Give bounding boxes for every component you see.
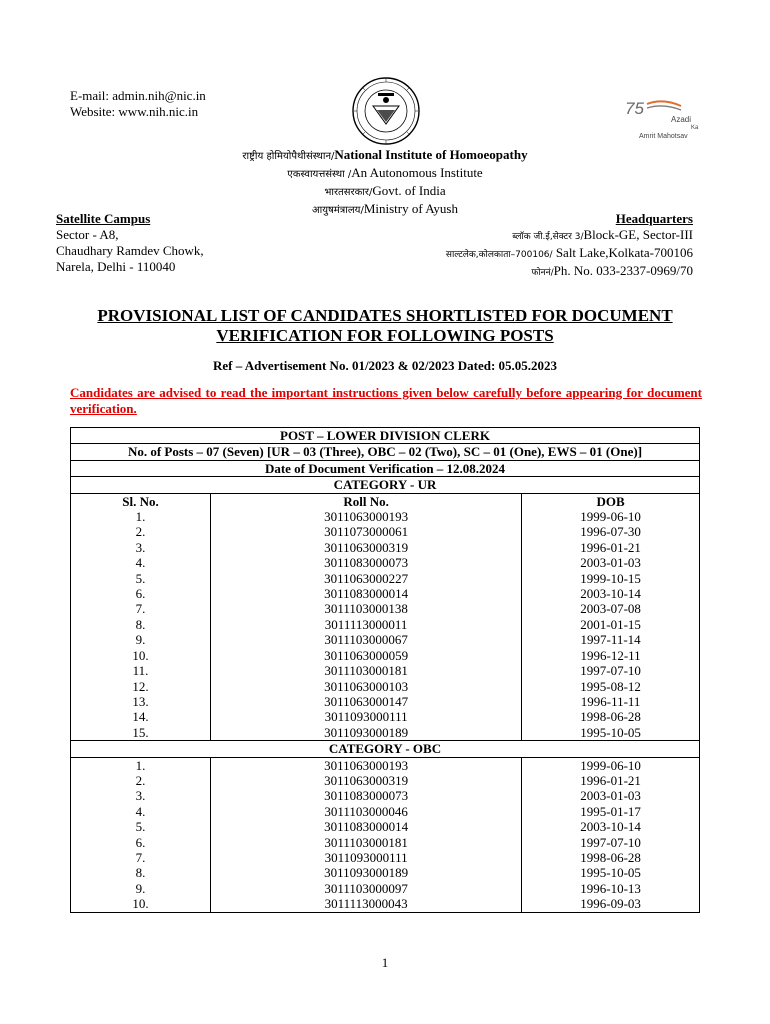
sl-no-cell: 4. xyxy=(71,804,211,819)
organization-header xyxy=(0,147,770,219)
table-row xyxy=(71,663,700,678)
sl-no-cell: 15. xyxy=(71,725,211,741)
category-heading: CATEGORY - OBC xyxy=(71,741,700,757)
org-status-line xyxy=(0,165,770,183)
table-row xyxy=(71,804,700,819)
table-row xyxy=(71,524,700,539)
headquarters-address xyxy=(446,211,693,281)
dob-cell: 1999-06-10 xyxy=(522,757,700,773)
dob-cell: 2003-10-14 xyxy=(522,586,700,601)
hq-line-2-english: Salt Lake,Kolkata-700106 xyxy=(552,245,693,260)
sl-no-cell: 6. xyxy=(71,586,211,601)
org-status-hindi: एकस्वायत्तसंस्था / xyxy=(287,169,352,180)
dob-cell: 1995-10-05 xyxy=(522,725,700,741)
hq-line-1-hindi: ब्लॉक जी.ई,सेक्टर 3/ xyxy=(512,232,584,242)
azadi-number: 75 xyxy=(625,99,644,118)
dob-cell: 2003-10-14 xyxy=(522,819,700,834)
table-row xyxy=(71,835,700,850)
dob-cell: 1998-06-28 xyxy=(522,850,700,865)
dob-cell: 1996-01-21 xyxy=(522,773,700,788)
dob-cell: 1999-06-10 xyxy=(522,509,700,524)
roll-no-cell: 3011093000111 xyxy=(211,850,522,865)
instructions-warning: Candidates are advised to read the important instructions given below carefully before appearing for document verification. xyxy=(70,385,702,416)
dob-cell: 1998-06-28 xyxy=(522,709,700,724)
roll-no-cell: 3011103000181 xyxy=(211,663,522,678)
sl-no-cell: 9. xyxy=(71,632,211,647)
hq-line-3-english: Ph. No. 033-2337-0969/70 xyxy=(553,263,693,278)
roll-no-cell: 3011063000147 xyxy=(211,694,522,709)
dob-cell: 1996-11-11 xyxy=(522,694,700,709)
email-text: E-mail: admin.nih@nic.in xyxy=(70,88,206,103)
org-govt-line xyxy=(0,183,770,201)
table-row xyxy=(71,850,700,865)
roll-no-header: Roll No. xyxy=(211,493,522,509)
dob-cell: 1995-01-17 xyxy=(522,804,700,819)
roll-no-cell: 3011083000014 xyxy=(211,819,522,834)
sl-no-cell: 8. xyxy=(71,865,211,880)
hq-line-3-hindi: फोननं/ xyxy=(531,268,554,278)
table-row xyxy=(71,788,700,803)
roll-no-cell: 3011063000193 xyxy=(211,757,522,773)
roll-no-cell: 3011063000103 xyxy=(211,679,522,694)
hq-line-3 xyxy=(446,263,693,281)
dob-cell: 1996-07-30 xyxy=(522,524,700,539)
roll-no-cell: 3011103000181 xyxy=(211,835,522,850)
table-row xyxy=(71,725,700,741)
azadi-ka-amrit-mahotsav-logo xyxy=(619,96,705,142)
org-ministry-hindi: आयुषमंत्रालय/ xyxy=(312,205,364,216)
dob-cell: 2003-07-08 xyxy=(522,601,700,616)
dob-cell: 2001-01-15 xyxy=(522,617,700,632)
dob-cell: 1996-12-11 xyxy=(522,648,700,663)
sl-no-cell: 10. xyxy=(71,896,211,912)
dob-cell: 2003-01-03 xyxy=(522,788,700,803)
hq-line-2-hindi: साल्टलेक,कोलकाता–700106/ xyxy=(445,250,553,260)
sl-no-cell: 8. xyxy=(71,617,211,632)
roll-no-cell: 3011103000046 xyxy=(211,804,522,819)
table-row xyxy=(71,694,700,709)
table-row xyxy=(71,601,700,616)
roll-no-cell: 3011113000043 xyxy=(211,896,522,912)
ka-text: Ka xyxy=(691,125,699,131)
table-row xyxy=(71,617,700,632)
sl-no-cell: 9. xyxy=(71,881,211,896)
roll-no-cell: 3011083000073 xyxy=(211,788,522,803)
roll-no-cell: 3011093000189 xyxy=(211,725,522,741)
sl-no-cell: 6. xyxy=(71,835,211,850)
org-name-line xyxy=(0,147,770,165)
document-title: PROVISIONAL LIST OF CANDIDATES SHORTLISTED FOR DOCUMENT VERIFICATION FOR FOLLOWING POSTS xyxy=(97,306,673,345)
table-row xyxy=(71,648,700,663)
table-row xyxy=(71,555,700,570)
posts-count: No. of Posts – 07 (Seven) [UR – 03 (Three), OBC – 02 (Two), SC – 01 (One), EWS – 01 (One)] xyxy=(71,444,700,460)
sl-no-cell: 5. xyxy=(71,819,211,834)
roll-no-cell: 3011083000014 xyxy=(211,586,522,601)
dob-cell: 1996-01-21 xyxy=(522,540,700,555)
satellite-campus-address xyxy=(56,211,204,275)
hq-line-1-english: Block-GE, Sector-III xyxy=(583,227,693,242)
candidates-table xyxy=(70,427,700,913)
dob-cell: 1997-07-10 xyxy=(522,835,700,850)
sl-no-cell: 1. xyxy=(71,509,211,524)
roll-no-cell: 3011063000319 xyxy=(211,773,522,788)
table-row xyxy=(71,757,700,773)
verification-date: Date of Document Verification – 12.08.2024 xyxy=(71,460,700,476)
table-row xyxy=(71,819,700,834)
amrit-mahotsav-text: Amrit Mahotsav xyxy=(639,133,688,140)
roll-no-cell: 3011063000227 xyxy=(211,571,522,586)
sl-no-cell: 7. xyxy=(71,601,211,616)
satellite-heading: Satellite Campus xyxy=(56,211,151,226)
roll-no-cell: 3011103000138 xyxy=(211,601,522,616)
sl-no-cell: 14. xyxy=(71,709,211,724)
dob-cell: 1995-08-12 xyxy=(522,679,700,694)
category-row xyxy=(71,477,700,493)
table-row xyxy=(71,881,700,896)
sl-no-cell: 3. xyxy=(71,788,211,803)
sl-no-cell: 3. xyxy=(71,540,211,555)
roll-no-cell: 3011073000061 xyxy=(211,524,522,539)
roll-no-cell: 3011093000189 xyxy=(211,865,522,880)
org-name-english: National Institute of Homoeopathy xyxy=(334,147,528,162)
satellite-line-1: Sector - A8, xyxy=(56,227,119,242)
table-row xyxy=(71,865,700,880)
dob-cell: 1996-09-03 xyxy=(522,896,700,912)
sl-no-header: Sl. No. xyxy=(71,493,211,509)
dob-cell: 1997-11-14 xyxy=(522,632,700,647)
contact-block xyxy=(70,88,206,120)
org-name-hindi: राष्ट्रीय होमियोपैथीसंस्थान/ xyxy=(242,151,335,162)
dob-cell: 1999-10-15 xyxy=(522,571,700,586)
table-row xyxy=(71,709,700,724)
hq-line-2 xyxy=(446,245,693,263)
org-ministry-english: Ministry of Ayush xyxy=(363,201,458,216)
sl-no-cell: 13. xyxy=(71,694,211,709)
nih-emblem-logo xyxy=(351,76,421,146)
dob-cell: 2003-01-03 xyxy=(522,555,700,570)
roll-no-cell: 3011083000073 xyxy=(211,555,522,570)
sl-no-cell: 5. xyxy=(71,571,211,586)
org-govt-english: Govt. of India xyxy=(372,183,446,198)
sl-no-cell: 12. xyxy=(71,679,211,694)
roll-no-cell: 3011063000193 xyxy=(211,509,522,524)
headquarters-heading: Headquarters xyxy=(615,211,693,226)
column-header-row xyxy=(71,493,700,509)
org-status-english: An Autonomous Institute xyxy=(351,165,483,180)
sl-no-cell: 11. xyxy=(71,663,211,678)
azadi-text: Azadi xyxy=(671,115,692,124)
hq-line-1 xyxy=(446,227,693,245)
satellite-line-2: Chaudhary Ramdev Chowk, xyxy=(56,243,204,258)
post-name: POST – LOWER DIVISION CLERK xyxy=(71,428,700,444)
roll-no-cell: 3011113000011 xyxy=(211,617,522,632)
category-heading: CATEGORY - UR xyxy=(71,477,700,493)
table-row xyxy=(71,773,700,788)
table-row xyxy=(71,586,700,601)
page-number: 1 xyxy=(381,955,389,970)
roll-no-cell: 3011093000111 xyxy=(211,709,522,724)
sl-no-cell: 10. xyxy=(71,648,211,663)
table-row xyxy=(71,571,700,586)
satellite-line-3: Narela, Delhi - 110040 xyxy=(56,259,176,274)
table-row xyxy=(71,509,700,524)
roll-no-cell: 3011063000319 xyxy=(211,540,522,555)
website-text: Website: www.nih.nic.in xyxy=(70,104,199,119)
sl-no-cell: 7. xyxy=(71,850,211,865)
sl-no-cell: 2. xyxy=(71,524,211,539)
category-row xyxy=(71,741,700,757)
table-row xyxy=(71,896,700,912)
sl-no-cell: 4. xyxy=(71,555,211,570)
table-row xyxy=(71,540,700,555)
dob-cell: 1995-10-05 xyxy=(522,865,700,880)
roll-no-cell: 3011063000059 xyxy=(211,648,522,663)
dob-cell: 1996-10-13 xyxy=(522,881,700,896)
roll-no-cell: 3011103000067 xyxy=(211,632,522,647)
dob-header: DOB xyxy=(522,493,700,509)
table-row xyxy=(71,679,700,694)
advertisement-reference: Ref – Advertisement No. 01/2023 & 02/2023 Dated: 05.05.2023 xyxy=(212,358,558,373)
org-govt-hindi: भारतसरकार/ xyxy=(324,187,373,198)
table-row xyxy=(71,632,700,647)
dob-cell: 1997-07-10 xyxy=(522,663,700,678)
roll-no-cell: 3011103000097 xyxy=(211,881,522,896)
sl-no-cell: 1. xyxy=(71,757,211,773)
sl-no-cell: 2. xyxy=(71,773,211,788)
